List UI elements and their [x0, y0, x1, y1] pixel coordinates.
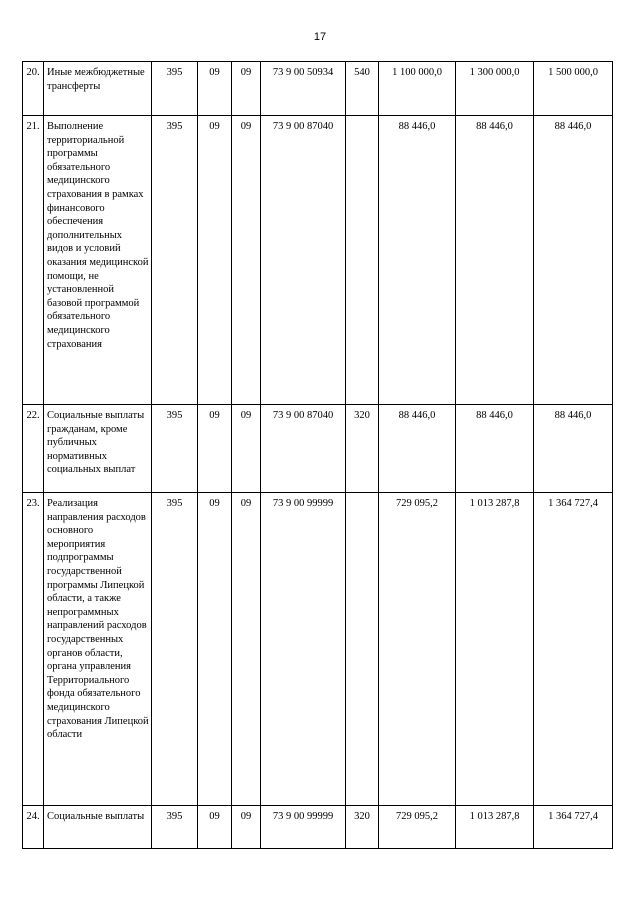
amount-year-2: 1 013 287,8 [456, 493, 534, 806]
amount-year-3: 88 446,0 [534, 116, 613, 405]
amount-year-3: 1 500 000,0 [534, 62, 613, 116]
section-code: 09 [198, 806, 232, 849]
table-row [23, 806, 613, 849]
subsection-code: 09 [232, 116, 261, 405]
expense-type: 540 [346, 62, 379, 116]
amount-year-3: 1 364 727,4 [534, 806, 613, 849]
row-number: 21. [23, 116, 44, 405]
table-row [23, 116, 613, 405]
expense-name: Социальные выплаты [44, 806, 152, 849]
expense-type [346, 116, 379, 405]
row-number: 23. [23, 493, 44, 806]
amount-year-3: 1 364 727,4 [534, 493, 613, 806]
expense-name: Реализация направления расходов основного мероприятия подпрограммы государственной программы Липецкой области, а также непрограммных направлений расходов государственных органов области, органа управления Территориального фонда обязательного медицинского страхования Липецкой области [44, 493, 152, 806]
section-code: 09 [198, 62, 232, 116]
subsection-code: 09 [232, 62, 261, 116]
admin-code: 395 [152, 62, 198, 116]
expense-name: Иные межбюджетные трансферты [44, 62, 152, 116]
row-number: 20. [23, 62, 44, 116]
table-row [23, 493, 613, 806]
amount-year-1: 729 095,2 [379, 493, 456, 806]
amount-year-1: 729 095,2 [379, 806, 456, 849]
table-row [23, 405, 613, 493]
target-article: 73 9 00 87040 [261, 116, 346, 405]
subsection-code: 09 [232, 493, 261, 806]
section-code: 09 [198, 405, 232, 493]
admin-code: 395 [152, 116, 198, 405]
subsection-code: 09 [232, 806, 261, 849]
amount-year-2: 88 446,0 [456, 116, 534, 405]
admin-code: 395 [152, 405, 198, 493]
table-row [23, 62, 613, 116]
expense-type [346, 493, 379, 806]
admin-code: 395 [152, 493, 198, 806]
section-code: 09 [198, 493, 232, 806]
budget-table [22, 61, 613, 849]
expense-name: Социальные выплаты гражданам, кроме публичных нормативных социальных выплат [44, 405, 152, 493]
amount-year-2: 88 446,0 [456, 405, 534, 493]
admin-code: 395 [152, 806, 198, 849]
section-code: 09 [198, 116, 232, 405]
amount-year-1: 88 446,0 [379, 405, 456, 493]
row-number: 22. [23, 405, 44, 493]
expense-type: 320 [346, 806, 379, 849]
subsection-code: 09 [232, 405, 261, 493]
amount-year-1: 1 100 000,0 [379, 62, 456, 116]
target-article: 73 9 00 99999 [261, 806, 346, 849]
amount-year-1: 88 446,0 [379, 116, 456, 405]
target-article: 73 9 00 87040 [261, 405, 346, 493]
expense-name: Выполнение территориальной программы обязательного медицинского страхования в рамках финансового обеспечения дополнительных видов и условий оказания медицинской помощи, не установленной базовой программой обязательного медицинского страхования [44, 116, 152, 405]
amount-year-3: 88 446,0 [534, 405, 613, 493]
amount-year-2: 1 013 287,8 [456, 806, 534, 849]
row-number: 24. [23, 806, 44, 849]
page-number: 17 [313, 31, 327, 43]
target-article: 73 9 00 99999 [261, 493, 346, 806]
amount-year-2: 1 300 000,0 [456, 62, 534, 116]
target-article: 73 9 00 50934 [261, 62, 346, 116]
expense-type: 320 [346, 405, 379, 493]
